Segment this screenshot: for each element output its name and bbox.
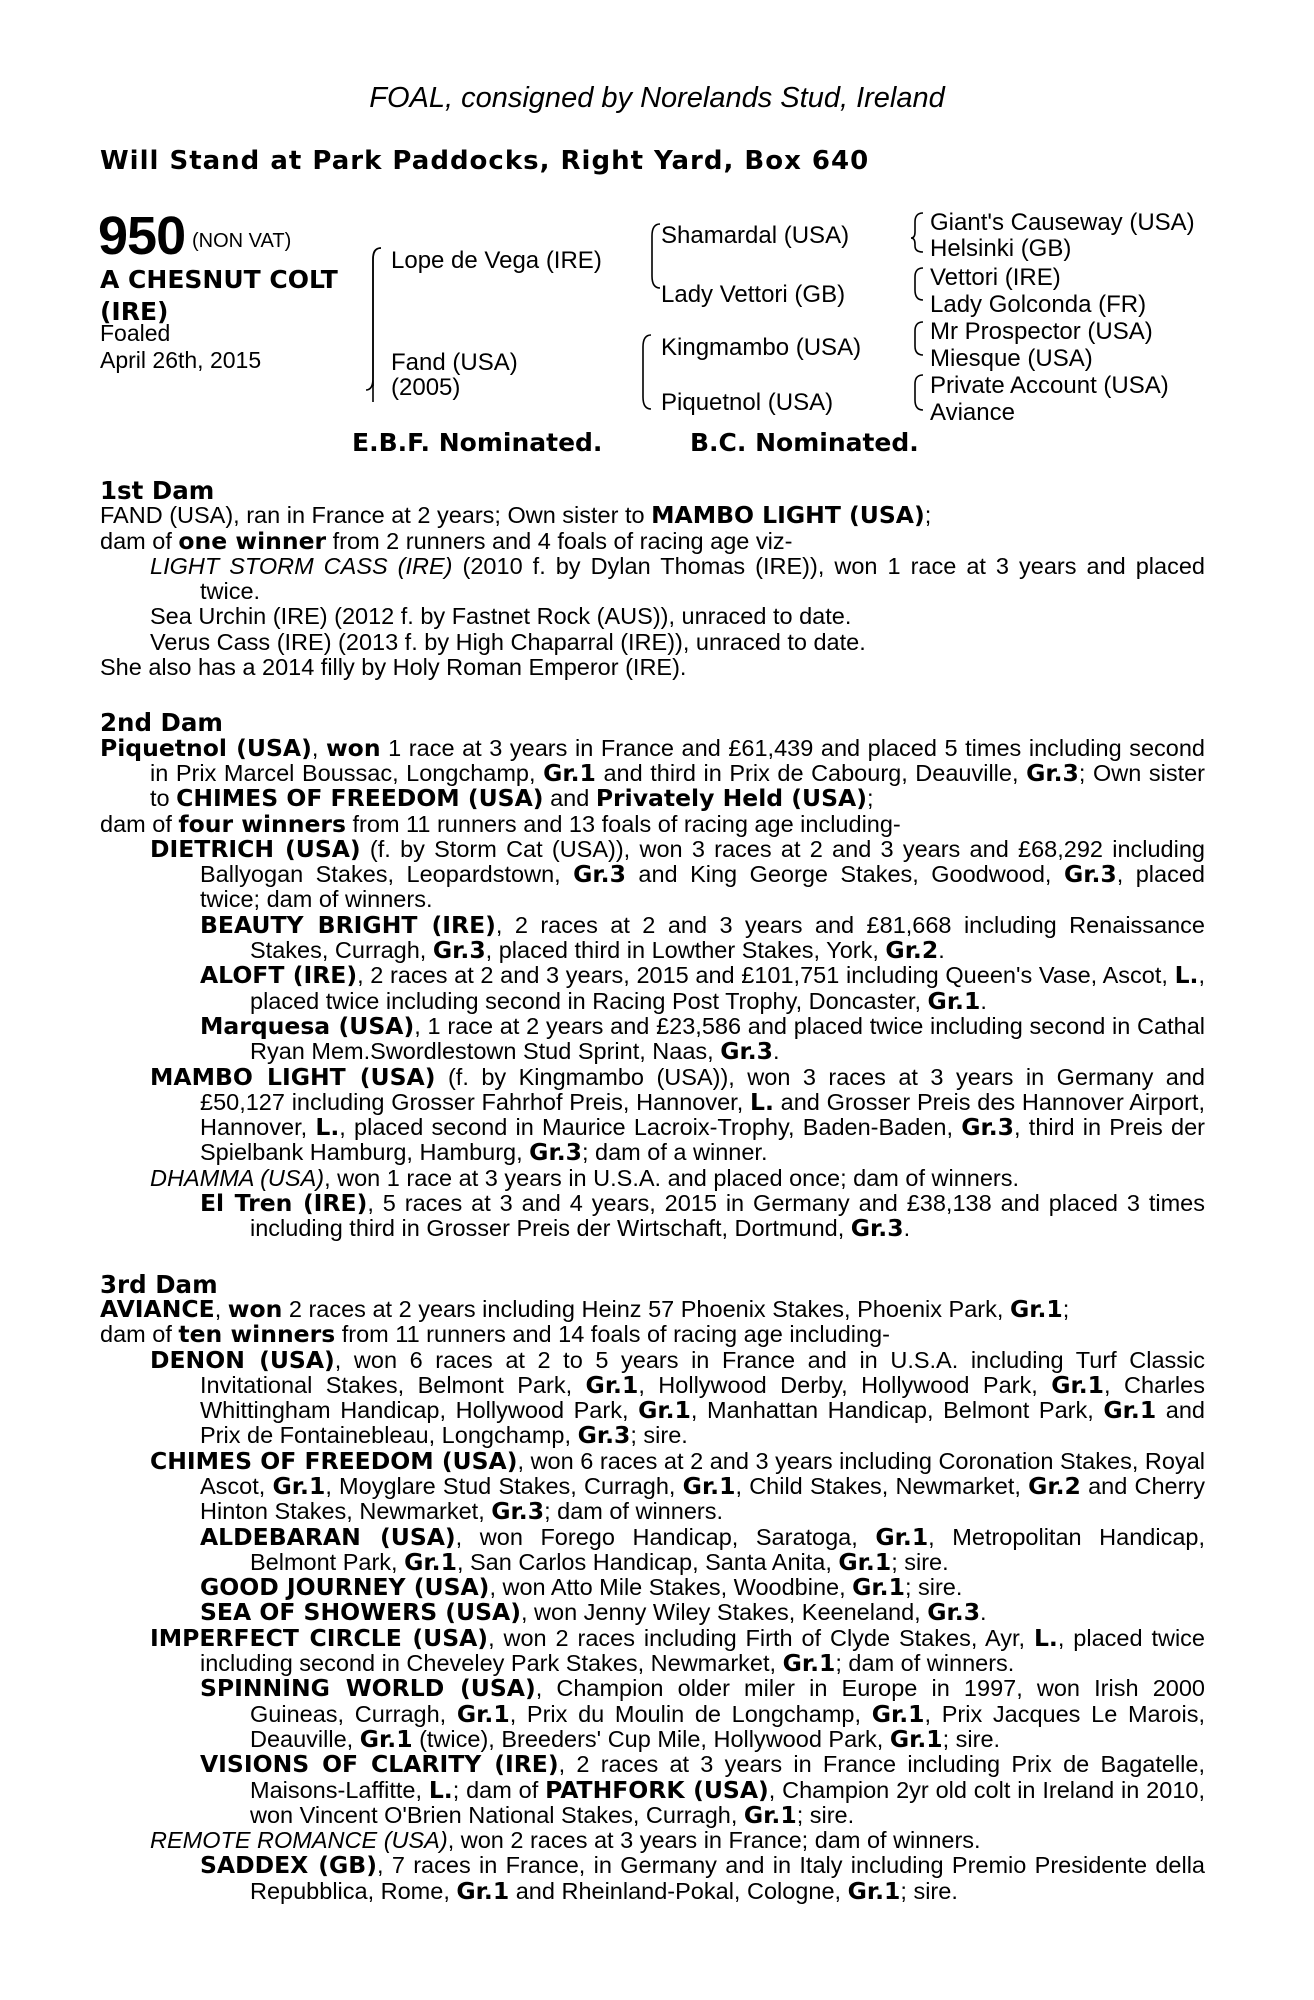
bold-text: L.	[750, 1087, 774, 1116]
text-run: , placed twice including second in Cheveley Park Stakes, Newmarket,	[200, 1624, 1206, 1677]
produce-entry	[150, 1345, 1205, 1450]
pedigree-gen3: Helsinki (GB)	[930, 235, 1072, 262]
bold-text: Gr.1	[682, 1471, 736, 1500]
text-run: , placed second in Maurice Lacroix-Trophy, Baden-Baden,	[339, 1114, 962, 1141]
text-run: and third in Prix de Cabourg, Deauville,	[595, 759, 1027, 786]
bold-text: CHIMES OF FREEDOM (USA)	[150, 1446, 518, 1475]
first-dam-record	[100, 503, 1205, 528]
bold-text: L.	[1174, 961, 1199, 990]
bold-text: Gr.1	[875, 1522, 929, 1551]
text-run: , San Carlos Handicap, Santa Anita,	[456, 1548, 839, 1575]
foaled-date: April 26th, 2015	[100, 347, 262, 373]
bold-text: VISIONS OF CLARITY (IRE)	[200, 1750, 559, 1779]
produce-entry	[200, 1575, 1205, 1600]
produce-entry	[150, 1166, 1205, 1191]
pedigree-sire: Lope de Vega (IRE)	[391, 247, 602, 274]
text-run: , Prix du Moulin de Longchamp,	[509, 1700, 872, 1727]
produce-entry	[200, 1752, 1205, 1828]
produce-entry	[150, 1062, 1205, 1167]
bold-text: AVIANCE	[100, 1294, 215, 1323]
bold-text: Gr.1	[743, 1800, 797, 1829]
bold-text: BEAUTY BRIGHT (IRE)	[200, 910, 496, 939]
bold-text: Gr.1	[1051, 1370, 1105, 1399]
produce-entry	[150, 604, 1205, 629]
bold-text: Gr.1	[1009, 1294, 1063, 1323]
text-run: FAND (USA), ran in France at 2 years; Own sister to	[100, 502, 652, 529]
text-run: ,	[311, 734, 326, 761]
pedigree-gen3: Aviance	[930, 399, 1015, 426]
pedigree-gen3: Vettori (IRE)	[930, 264, 1061, 291]
text-run: , won 1 race at 3 years in U.S.A. and placed once; dam of winners.	[324, 1164, 1020, 1191]
bold-text: Gr.2	[885, 936, 939, 965]
pedigree-gen3: Mr Prospector (USA)	[930, 318, 1153, 345]
text-run: from 11 runners and 14 foals of racing age including-	[335, 1321, 890, 1348]
pedigree-gen3: Miesque (USA)	[930, 345, 1093, 372]
text-run: and	[543, 785, 596, 812]
text-run: and Prix de Fontainebleau, Longchamp,	[200, 1397, 1205, 1449]
bold-text: SPINNING WORLD (USA)	[200, 1674, 536, 1703]
text-run: from 2 runners and 4 foals of racing age viz-	[326, 527, 793, 554]
italic-text: DHAMMA (USA)	[150, 1164, 325, 1191]
bold-text: Gr.1	[847, 1876, 901, 1905]
bold-text: one winner	[178, 526, 327, 555]
lot-number: 950	[98, 206, 186, 266]
stand-location: Will Stand at Park Paddocks, Right Yard, Box 640	[100, 146, 870, 176]
bold-text: Gr.1	[927, 986, 981, 1015]
text-run: , 7 races in France, in Germany and in Italy including Premio Presidente della Repubblica, Rome,	[250, 1852, 1205, 1904]
text-run: , 5 races at 3 and 4 years, 2015 in Germany and £38,138 and placed 3 times including third in Grosser Preis der Wirtschaft, Dortmund,	[250, 1190, 1205, 1242]
third-dam-produce-list	[100, 1345, 1206, 1905]
text-run: , 2 races at 2 and 3 years, 2015 and £101,751 including Queen's Vase, Ascot,	[357, 962, 1175, 989]
second-dam-produce-list	[100, 834, 1206, 1243]
produce-entry	[200, 910, 1206, 965]
produce-entry	[150, 630, 1205, 655]
bold-text: IMPERFECT CIRCLE (USA)	[150, 1623, 489, 1652]
bold-text: Gr.3	[720, 1037, 774, 1066]
third-dam-record	[100, 1294, 1205, 1323]
bold-text: won	[227, 1294, 283, 1323]
produce-entry	[150, 554, 1205, 605]
text-run: , placed third in Lowther Stakes, York,	[485, 937, 886, 964]
text-run: .	[980, 987, 987, 1014]
third-dam-heading: 3rd Dam	[100, 1269, 218, 1299]
bold-text: Gr.3	[850, 1214, 904, 1243]
text-run: , Moyglare Stud Stakes, Curragh,	[325, 1472, 683, 1499]
text-run: .	[938, 937, 945, 964]
bold-text: ALDEBARAN (USA)	[200, 1522, 456, 1551]
bold-text: L.	[428, 1775, 453, 1804]
pedigree-sire-dam: Lady Vettori (GB)	[661, 281, 846, 308]
text-run: and King George Stakes, Goodwood,	[625, 861, 1064, 888]
italic-text: LIGHT STORM CASS (IRE)	[150, 552, 453, 579]
pedigree-sire-sire: Shamardal (USA)	[661, 222, 850, 249]
bold-text: Gr.1	[871, 1699, 925, 1728]
text-run: , Champion older miler in Europe in 1997, won Irish 2000 Guineas, Curragh,	[250, 1675, 1205, 1727]
text-run: , won 2 races including Firth of Clyde Stakes, Ayr,	[488, 1624, 1034, 1651]
text-run: , placed twice including second in Racing Post Trophy, Doncaster,	[250, 962, 1205, 1014]
bold-text: Privately Held (USA)	[595, 784, 867, 813]
text-run: , Metropolitan Handicap, Belmont Park,	[250, 1523, 1205, 1575]
text-run: She also has a 2014 filly by Holy Roman Emperor (IRE).	[100, 654, 687, 681]
pedigree-dam-sire: Kingmambo (USA)	[661, 334, 862, 361]
text-run: , Hollywood Derby, Hollywood Park,	[638, 1371, 1052, 1398]
text-run: , 2 races at 2 and 3 years and £81,668 including Renaissance Stakes, Curragh,	[250, 911, 1206, 964]
text-run: , Manhattan Handicap, Belmont Park,	[690, 1397, 1104, 1424]
text-run: .	[773, 1038, 780, 1065]
bold-text: Gr.1	[543, 758, 596, 787]
bold-text: Gr.1	[638, 1396, 691, 1425]
bold-text: Gr.1	[404, 1547, 457, 1576]
text-run: , won Atto Mile Stakes, Woodbine,	[489, 1574, 853, 1601]
bold-text: Gr.3	[961, 1113, 1015, 1142]
bold-text: SEA OF SHOWERS (USA)	[200, 1598, 521, 1627]
bold-text: Gr.3	[1063, 860, 1117, 889]
pedigree-gen3: Lady Golconda (FR)	[930, 291, 1147, 318]
produce-entry	[200, 1191, 1205, 1242]
foaled-label: Foaled	[100, 320, 171, 346]
produce-entry	[200, 963, 1205, 1014]
text-run: ; Own sister to	[150, 759, 1205, 812]
produce-entry	[150, 834, 1205, 913]
text-run: and Rheinland-Pokal, Cologne,	[509, 1877, 848, 1904]
page-subtitle: FOAL, consigned by Norelands Stud, Ireland	[369, 82, 945, 114]
lot-vat-status: (NON VAT)	[192, 230, 292, 252]
lot-description: A CHESNUT COLT	[100, 265, 338, 294]
bold-text: Gr.1	[1103, 1396, 1157, 1425]
text-run: Sea Urchin (IRE) (2012 f. by Fastnet Rock (AUS)), unraced to date.	[150, 603, 852, 630]
bold-text: ten winners	[178, 1320, 336, 1349]
bold-text: Gr.1	[782, 1649, 836, 1678]
bold-text: four winners	[178, 809, 346, 838]
text-run: , Prix Jacques Le Marois, Deauville,	[250, 1700, 1205, 1752]
produce-entry	[150, 1623, 1206, 1678]
text-run: from 11 runners and 13 foals of racing age including-	[346, 810, 901, 837]
bold-text: PATHFORK (USA)	[545, 1775, 769, 1804]
bold-text: MAMBO LIGHT (USA)	[150, 1062, 436, 1091]
text-run: ; dam of	[452, 1776, 546, 1803]
bold-text: CHIMES OF FREEDOM (USA)	[176, 784, 544, 813]
catalogue-body	[100, 478, 1205, 1904]
produce-entry	[200, 1011, 1205, 1066]
text-run: , Charles Whittingham Handicap, Hollywood Park,	[200, 1371, 1205, 1424]
second-dam-heading: 2nd Dam	[100, 708, 223, 738]
bold-text: Gr.1	[359, 1724, 413, 1753]
text-run: ; dam of a winner.	[581, 1139, 768, 1166]
bold-text: Gr.3	[491, 1497, 545, 1526]
pedigree-gen3: Private Account (USA)	[930, 372, 1169, 399]
bold-text: Gr.1	[585, 1370, 639, 1399]
text-run: , third in Preis der Spielbank Hamburg, Hamburg,	[200, 1114, 1205, 1166]
bold-text: Gr.1	[272, 1471, 326, 1500]
bc-nominated: B.C. Nominated.	[690, 428, 919, 457]
text-run: , won 6 races at 2 and 3 years including Coronation Stakes, Royal Ascot,	[200, 1447, 1205, 1499]
text-run: ; sire.	[904, 1574, 963, 1601]
bold-text: Gr.1	[456, 1876, 510, 1905]
bold-text: Gr.1	[852, 1573, 905, 1602]
text-run: , won Jenny Wiley Stakes, Keeneland,	[520, 1599, 928, 1626]
text-run: (f. by Storm Cat (USA)), won 3 races at 2 and 3 years and £68,292 including Ballyogan Stakes, Leopardstown,	[200, 835, 1205, 888]
bold-text: DIETRICH (USA)	[150, 834, 361, 863]
text-run: , placed twice; dam of winners.	[200, 861, 1205, 913]
text-run: , Child Stakes, Newmarket,	[735, 1472, 1029, 1499]
text-run: 2 races at 2 years including Heinz 57 Phoenix Stakes, Phoenix Park,	[282, 1295, 1010, 1322]
text-run: ; dam of winners.	[835, 1650, 1015, 1677]
produce-entry	[200, 1600, 1205, 1625]
italic-text: REMOTE ROMANCE (USA)	[150, 1827, 448, 1854]
text-run: ;	[866, 785, 874, 812]
text-run: ;	[1062, 1295, 1070, 1322]
text-run: , 2 races at 3 years in France including Prix de Bagatelle, Maisons-Laffitte,	[250, 1751, 1205, 1803]
text-run: and Cherry Hinton Stakes, Newmarket,	[200, 1472, 1206, 1525]
bold-text: Gr.3	[432, 936, 486, 965]
bold-text: Gr.1	[838, 1547, 892, 1576]
second-dam-record	[100, 733, 1205, 813]
pedigree-dam: Fand (USA)	[391, 349, 518, 376]
bold-text: El Tren (IRE)	[200, 1189, 368, 1218]
ebf-nominated: E.B.F. Nominated.	[352, 428, 603, 457]
text-run: , won 6 races at 2 to 5 years in France and in U.S.A. including Turf Classic Invitational Stakes, Belmont Park,	[200, 1346, 1205, 1398]
pedigree-dam-dam: Piquetnol (USA)	[661, 389, 834, 416]
text-run: , 1 race at 2 years and £23,586 and placed twice including second in Cathal Ryan Mem.Swordlestown Stud Sprint, Naas,	[250, 1012, 1205, 1065]
text-run: , Champion 2yr old colt in Ireland in 2010, won Vincent O'Brien National Stakes, Curragh,	[250, 1776, 1205, 1828]
text-run: .	[903, 1215, 911, 1242]
produce-entry	[150, 1446, 1206, 1526]
lot-description-country: (IRE)	[100, 297, 169, 326]
text-run: , won Forego Handicap, Saratoga,	[455, 1523, 876, 1550]
produce-entry	[200, 1522, 1205, 1576]
bold-text: won	[325, 733, 381, 762]
text-run: dam of	[100, 810, 179, 837]
text-run: ,	[214, 1295, 228, 1322]
text-run: ; sire.	[796, 1801, 855, 1828]
produce-entry	[150, 1828, 1205, 1853]
bold-text: MAMBO LIGHT (USA)	[651, 501, 925, 530]
bold-text: L.	[1033, 1623, 1058, 1652]
bold-text: SADDEX (GB)	[200, 1851, 377, 1880]
text-run: ;	[924, 502, 932, 529]
text-run: .	[980, 1599, 987, 1626]
text-run: dam of	[100, 1321, 179, 1348]
first-dam-produce-summary	[100, 526, 1205, 555]
first-dam-note	[100, 655, 1205, 680]
text-run: 1 race at 3 years in France and £61,439 and placed 5 times including second in Prix Marcel Boussac, Longchamp,	[150, 734, 1205, 786]
bold-text: ALOFT (IRE)	[200, 961, 358, 990]
second-dam-produce-summary	[100, 809, 1205, 838]
bold-text: Gr.3	[927, 1598, 981, 1627]
text-run: ; sire.	[891, 1548, 949, 1575]
text-run: Verus Cass (IRE) (2013 f. by High Chaparral (IRE)), unraced to date.	[150, 628, 866, 655]
text-run: (2010 f. by Dylan Thomas (IRE)), won 1 race at 3 years and placed twice.	[200, 552, 1205, 605]
bold-text: Piquetnol (USA)	[100, 733, 312, 762]
bold-text: Gr.2	[1028, 1471, 1081, 1500]
bold-text: Gr.3	[1026, 758, 1079, 787]
bold-text: GOOD JOURNEY (USA)	[200, 1573, 490, 1602]
first-dam-produce-list	[100, 554, 1205, 655]
third-dam-produce-summary	[100, 1322, 1205, 1347]
bold-text: Gr.3	[577, 1421, 631, 1450]
text-run: ; sire.	[630, 1422, 688, 1449]
text-run: and Grosser Preis des Hannover Airport, Hannover,	[200, 1088, 1205, 1141]
text-run: ; sire.	[942, 1725, 1001, 1752]
produce-entry	[200, 1853, 1205, 1904]
bold-text: Gr.1	[456, 1699, 510, 1728]
bold-text: DENON (USA)	[150, 1345, 335, 1374]
text-run: , won 2 races at 3 years in France; dam of winners.	[447, 1827, 981, 1854]
text-run: (f. by Kingmambo (USA)), won 3 races at 3 years in Germany and £50,127 including Grosser Fahrhof Preis, Hannover,	[200, 1063, 1205, 1115]
text-run: (twice), Breeders' Cup Mile, Hollywood Park,	[412, 1725, 890, 1752]
pedigree-gen3: Giant's Causeway (USA)	[930, 209, 1195, 236]
text-run: ; sire.	[900, 1877, 958, 1904]
text-run: dam of	[100, 527, 179, 554]
text-run: ; dam of winners.	[544, 1498, 723, 1525]
produce-entry	[200, 1676, 1205, 1752]
bold-text: Gr.3	[529, 1138, 582, 1167]
bold-text: Gr.3	[573, 860, 626, 889]
bold-text: Marquesa (USA)	[200, 1011, 415, 1040]
bold-text: Gr.1	[889, 1724, 943, 1753]
bold-text: L.	[315, 1113, 340, 1142]
pedigree-dam-year: (2005)	[391, 374, 461, 401]
first-dam-heading: 1st Dam	[100, 476, 215, 505]
